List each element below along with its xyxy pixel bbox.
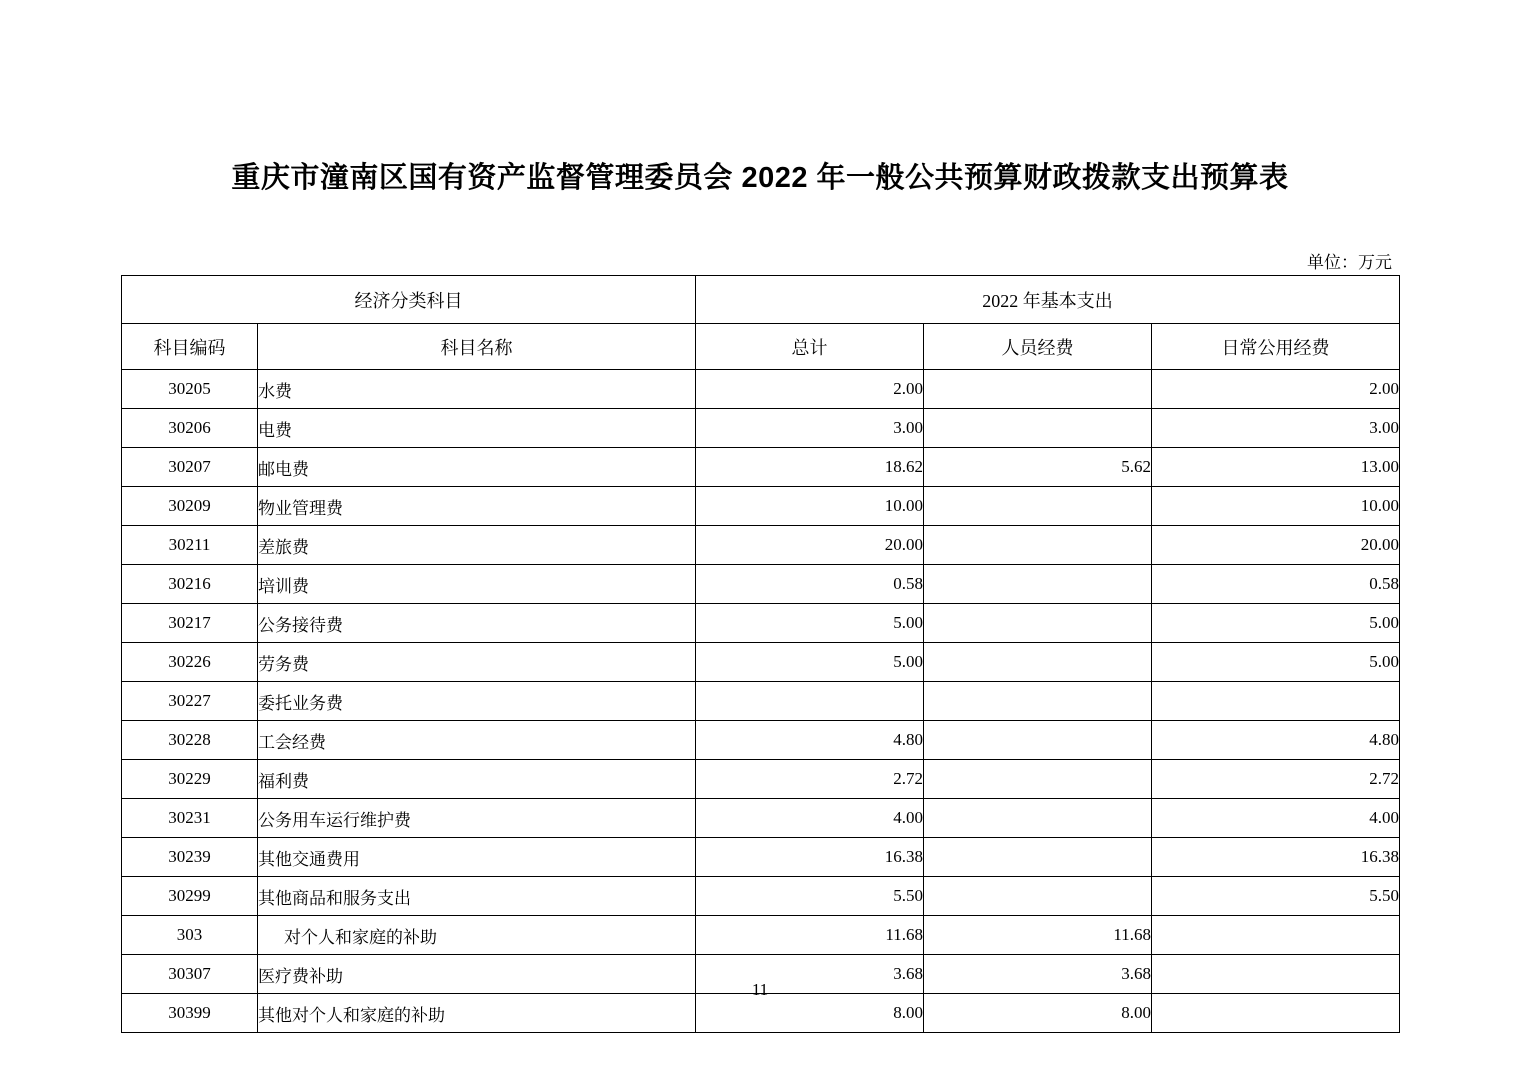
cell-code: 303 [122,916,258,955]
cell-name: 物业管理费 [258,487,696,526]
cell-daily: 5.00 [1152,643,1400,682]
table-head [122,276,1400,370]
table-row [122,487,1400,526]
cell-personnel [924,721,1152,760]
cell-personnel [924,604,1152,643]
table-row [122,409,1400,448]
table-row [122,682,1400,721]
table-row [122,604,1400,643]
budget-table [121,275,1400,1033]
cell-personnel [924,565,1152,604]
cell-total: 4.00 [696,799,924,838]
cell-personnel [924,760,1152,799]
cell-name: 邮电费 [258,448,696,487]
cell-personnel [924,643,1152,682]
cell-code: 30299 [122,877,258,916]
cell-total: 2.00 [696,370,924,409]
cell-code: 30227 [122,682,258,721]
cell-daily [1152,916,1400,955]
column-header-name: 科目名称 [258,324,696,370]
page-number: 11 [751,980,769,999]
cell-code: 30399 [122,994,258,1033]
table-column-header-row [122,324,1400,370]
table-group-header-row [122,276,1400,324]
cell-name: 工会经费 [258,721,696,760]
cell-daily: 4.80 [1152,721,1400,760]
cell-name: 其他商品和服务支出 [258,877,696,916]
cell-code: 30229 [122,760,258,799]
column-header-daily: 日常公用经费 [1152,324,1400,370]
cell-daily: 16.38 [1152,838,1400,877]
cell-personnel [924,682,1152,721]
cell-total: 16.38 [696,838,924,877]
group-header-basic-expenditure: 2022 年基本支出 [696,276,1400,324]
column-header-personnel: 人员经费 [924,324,1152,370]
cell-personnel [924,370,1152,409]
cell-name: 公务用车运行维护费 [258,799,696,838]
table-row [122,877,1400,916]
cell-personnel: 8.00 [924,994,1152,1033]
cell-total: 2.72 [696,760,924,799]
unit-label: 单位：万元 [1307,253,1392,272]
cell-personnel [924,526,1152,565]
table-row [122,526,1400,565]
table-row [122,565,1400,604]
cell-code: 30231 [122,799,258,838]
cell-daily: 13.00 [1152,448,1400,487]
table-row [122,760,1400,799]
cell-total: 18.62 [696,448,924,487]
cell-personnel [924,409,1152,448]
cell-personnel: 3.68 [924,955,1152,994]
cell-daily: 5.00 [1152,604,1400,643]
cell-daily: 2.00 [1152,370,1400,409]
cell-total: 8.00 [696,994,924,1033]
cell-code: 30228 [122,721,258,760]
cell-total: 10.00 [696,487,924,526]
cell-total: 20.00 [696,526,924,565]
cell-total: 4.80 [696,721,924,760]
cell-daily: 4.00 [1152,799,1400,838]
table-row [122,448,1400,487]
cell-name: 委托业务费 [258,682,696,721]
table-row [122,643,1400,682]
cell-total: 0.58 [696,565,924,604]
group-header-economic-category: 经济分类科目 [122,276,696,324]
cell-code: 30307 [122,955,258,994]
cell-total: 5.00 [696,604,924,643]
cell-code: 30211 [122,526,258,565]
cell-personnel: 11.68 [924,916,1152,955]
table-row [122,916,1400,955]
cell-name: 电费 [258,409,696,448]
table-row [122,370,1400,409]
cell-personnel [924,487,1152,526]
cell-personnel [924,877,1152,916]
cell-code: 30239 [122,838,258,877]
cell-total: 3.68 [696,955,924,994]
cell-daily: 2.72 [1152,760,1400,799]
page-title: 重庆市潼南区国有资产监督管理委员会 2022 年一般公共预算财政拨款支出预算表 [231,162,1289,194]
cell-daily: 3.00 [1152,409,1400,448]
cell-code: 30226 [122,643,258,682]
cell-total: 5.50 [696,877,924,916]
cell-code: 30216 [122,565,258,604]
cell-name: 福利费 [258,760,696,799]
cell-name: 水费 [258,370,696,409]
cell-personnel [924,838,1152,877]
cell-total: 11.68 [696,916,924,955]
cell-code: 30205 [122,370,258,409]
cell-name: 对个人和家庭的补助 [258,916,696,955]
cell-total: 3.00 [696,409,924,448]
cell-name: 差旅费 [258,526,696,565]
table-body [122,370,1400,1033]
cell-code: 30209 [122,487,258,526]
cell-total: 5.00 [696,643,924,682]
cell-daily: 20.00 [1152,526,1400,565]
cell-code: 30217 [122,604,258,643]
cell-name: 其他对个人和家庭的补助 [258,994,696,1033]
column-header-total: 总计 [696,324,924,370]
table-row [122,838,1400,877]
cell-daily: 10.00 [1152,487,1400,526]
cell-daily: 5.50 [1152,877,1400,916]
cell-total [696,682,924,721]
column-header-code: 科目编码 [122,324,258,370]
table-row [122,799,1400,838]
cell-name: 劳务费 [258,643,696,682]
cell-code: 30207 [122,448,258,487]
table-row [122,721,1400,760]
cell-personnel [924,799,1152,838]
cell-daily [1152,682,1400,721]
cell-name: 培训费 [258,565,696,604]
cell-name: 医疗费补助 [258,955,696,994]
cell-name: 公务接待费 [258,604,696,643]
cell-daily: 0.58 [1152,565,1400,604]
cell-code: 30206 [122,409,258,448]
cell-personnel: 5.62 [924,448,1152,487]
cell-name: 其他交通费用 [258,838,696,877]
